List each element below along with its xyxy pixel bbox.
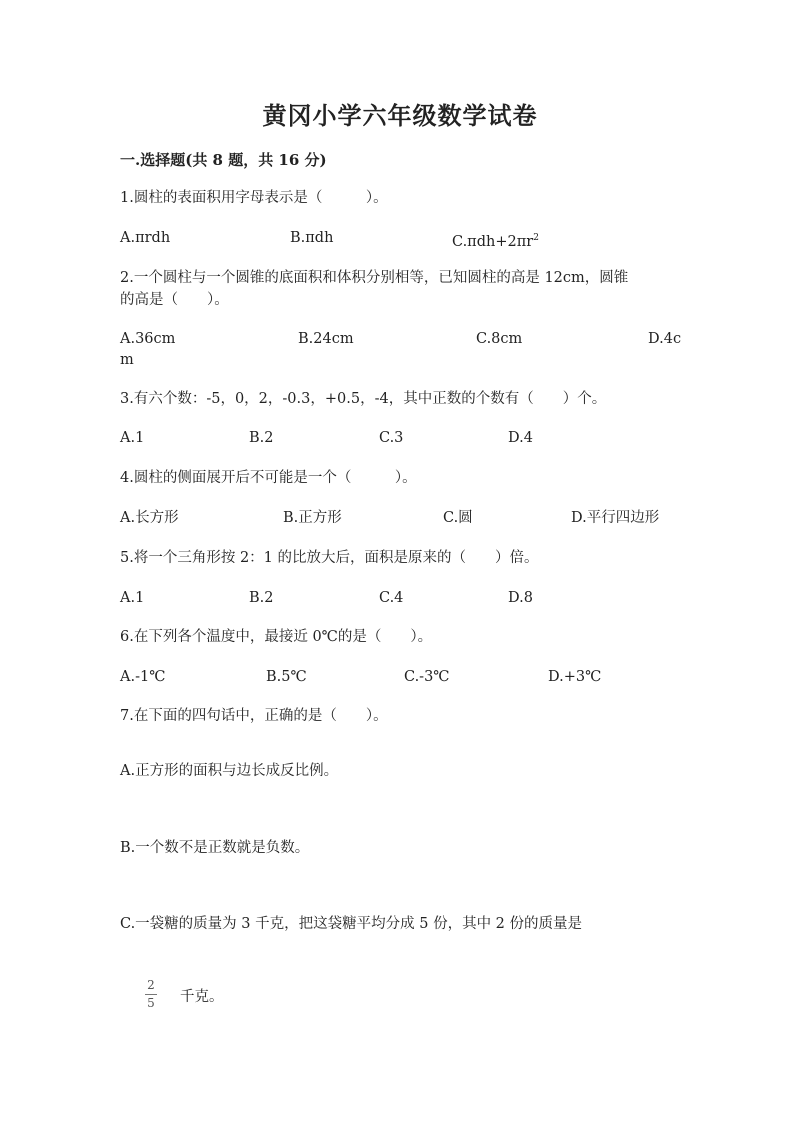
q7-option-b: B.一个数不是正数就是负数。 <box>120 840 310 856</box>
question-6: 6.在下列各个温度中，最接近 0℃的是（ ）。 <box>120 629 433 645</box>
q3-option-c: C.3 <box>379 430 404 446</box>
q3-option-a: A.1 <box>120 430 145 446</box>
q3-option-d: D.4 <box>508 430 533 446</box>
q2-option-c: C.8cm <box>476 331 523 347</box>
q5-option-b: B.2 <box>249 590 274 606</box>
question-4: 4.圆柱的侧面展开后不可能是一个（ ）。 <box>120 470 417 486</box>
q7-option-c: C.一袋糖的质量为 3 千克，把这袋糖平均分成 5 份，其中 2 份的质量是 <box>120 916 583 932</box>
q2-option-b: B.24cm <box>298 331 354 347</box>
section-heading: 一.选择题(共 8 题，共 16 分) <box>120 151 327 169</box>
q4-option-c: C.圆 <box>443 510 473 526</box>
fraction-denominator: 5 <box>147 996 155 1010</box>
fraction-numerator: 2 <box>147 978 155 992</box>
question-2: 2.一个圆柱与一个圆锥的底面积和体积分别相等，已知圆柱的高是 12cm，圆锥 的高是（ ）。 <box>120 270 629 308</box>
q1-option-b: B.πdh <box>290 230 334 246</box>
q6-option-d: D.+3℃ <box>548 669 602 685</box>
q1-option-c: $C.\pi dh+2\pi r^2$ <box>452 233 539 250</box>
q7-option-c-fraction <box>145 979 157 1010</box>
fraction-bar <box>145 994 157 995</box>
question-7: 7.在下面的四句话中，正确的是（ ）。 <box>120 708 388 724</box>
q6-option-b: B.5℃ <box>266 669 307 685</box>
question-3: 3.有六个数：-5，0，2，-0.3，+0.5，-4，其中正数的个数有（ ）个。 <box>120 391 607 407</box>
q4-option-a: A.长方形 <box>120 510 179 526</box>
q4-option-b: B.正方形 <box>283 510 342 526</box>
q6-option-c: C.-3℃ <box>404 669 450 685</box>
question-5: 5.将一个三角形按 2：1 的比放大后，面积是原来的（ ）倍。 <box>120 550 539 566</box>
q4-option-d: D.平行四边形 <box>571 510 660 526</box>
q7-option-c-tail: 千克。 <box>180 989 224 1005</box>
question-1: 1.圆柱的表面积用字母表示是（ ）。 <box>120 190 388 206</box>
q2-option-d: D.4c <box>648 331 682 347</box>
q5-option-a: A.1 <box>120 590 145 606</box>
q1-option-a: A.πrdh <box>120 230 171 246</box>
q5-option-d: D.8 <box>508 590 533 606</box>
q2-option-a: A.36cm <box>120 331 176 347</box>
q2-option-d-wrap: m <box>120 352 134 368</box>
q3-option-b: B.2 <box>249 430 274 446</box>
page-title: 黄冈小学六年级数学试卷 <box>262 101 538 130</box>
q7-option-a: A.正方形的面积与边长成反比例。 <box>120 763 339 779</box>
q5-option-c: C.4 <box>379 590 404 606</box>
q6-option-a: A.-1℃ <box>120 669 166 685</box>
